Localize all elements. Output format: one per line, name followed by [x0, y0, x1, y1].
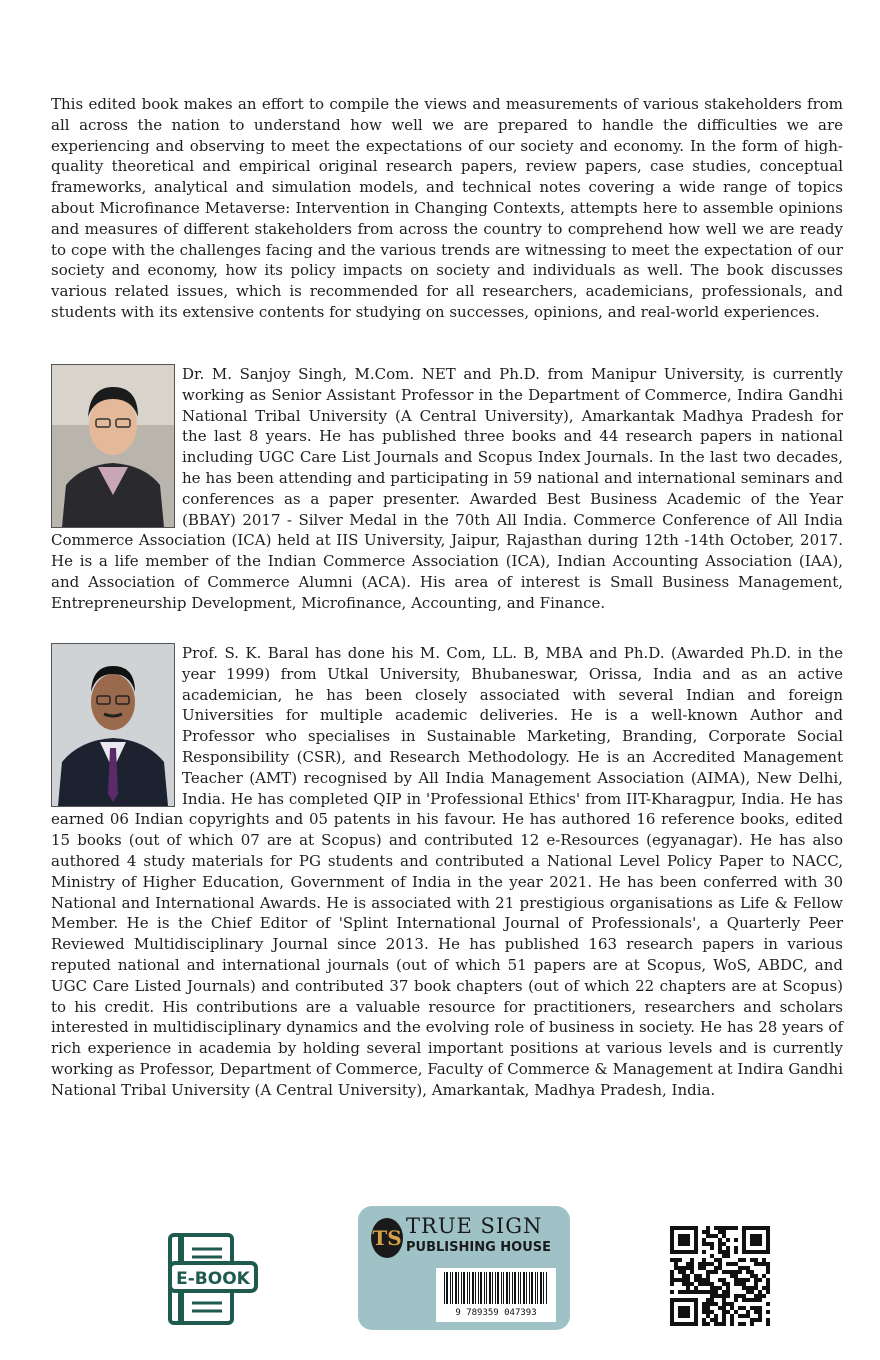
intro-paragraph: This edited book makes an effort to compile the views and measurements of various stakeholders from all across the nation to understand how well we are prepared to handle the difficulties we are experiencing and observing to meet the expectations of our society and economy. In the form of high-quality theoretical and empirical original research papers, review papers, case studies, conceptual frameworks, analytical and simulation models, and technical notes covering a wide range of topics about Microfinance Metaverse: Intervention in Changing Contexts, attempts here to assemble opinions and measures of different stakeholders from across the country to comprehend how well we are ready to cope with the challenges facing and the various trends are witnessing to meet the expectation of our society and economy, how its policy impacts on society and individuals as well. The book discusses various related issues, which is recommended for all researchers, academicians, professionals, and students with its extensive contents for studying on successes, opinions, and real-world experiences. [51, 95, 843, 321]
ebook-icon [164, 1233, 258, 1327]
author-photo-2 [51, 643, 175, 807]
ebook-label: E-BOOK [176, 1269, 250, 1289]
author-photo-1 [51, 364, 175, 528]
publisher-name: TRUE SIGN [406, 1214, 543, 1238]
author-bio-1: Dr. M. Sanjoy Singh, M.Com. NET and Ph.D. from Manipur University, is currently working as Senior Assistant Professor in the Department of Commerce, Indira Gandhi National Tribal University (A Central University), Amarkantak Madhya Pradesh for the last 8 years. He has published three books and 44 research papers in national including UGC Care List Journals and Scopus Index Journals. In the last two decades, he has been attending and participating in 59 national and international seminars and conferences as a paper presenter. Awarded Best Business Academic of the Year (BBAY) 2017 - Silver Medal in the 70th All India. Commerce Conference of All India Commerce Association (ICA) held at IIS University, Jaipur, Rajasthan during 12th -14th October, 2017. He is a life member of the Indian Commerce Association (ICA), Indian Accounting Association (IAA), and Association of Commerce Alumni (ACA). His area of interest is Small Business Management, Entrepreneurship Development, Microfinance, Accounting, and Finance. [51, 365, 843, 612]
author-bio-section-1 [51, 364, 843, 614]
isbn-number: 9 789359 047393 [455, 1308, 537, 1318]
isbn-barcode [436, 1268, 556, 1322]
author-bio-2: Prof. S. K. Baral has done his M. Com, LL. B, MBA and Ph.D. (Awarded Ph.D. in the year 1999) from Utkal University, Bhubaneswar, Orissa, India and as an active academician, he has been closely associated with several Indian and foreign Universities for multiple academic deliveries. He is a well-known Author and Professor who specialises in Sustainable Marketing, Branding, Corporate Social Responsibility (CSR), and Research Methodology. He is an Accredited Management Teacher (AMT) recognised by All India Management Association (AIMA), New Delhi, India. He has completed QIP in 'Professional Ethics' from IIT-Kharagpur, India. He has earned 06 Indian copyrights and 05 patents in his favour. He has authored 16 reference books, edited 15 books (out of which 07 are at Scopus) and contributed 12 e-Resources (egyanagar). He has also authored 4 study materials for PG students and contributed a National Level Policy Paper to NACC, Ministry of Higher Education, Government of India in the year 2021. He has been conferred with 30 National and International Awards. He is associated with 21 prestigious organisations as Life & Fellow Member. He is the Chief Editor of 'Splint International Journal of Professionals', a Quarterly Peer Reviewed Multidisciplinary Journal since 2013. He has published 163 research papers in various reputed national and international journals (out of which 51 papers are at Scopus, WoS, ABDC, and UGC Care Listed Journals) and contributed 37 book chapters (out of which 22 chapters are at Scopus) to his credit. His contributions are a valuable resource for practitioners, researchers and scholars interested in multidisciplinary dynamics and the evolving role of business in society. He has 28 years of rich experience in academia by holding several important positions at various levels and is currently working as Professor, Department of Commerce, Faculty of Commerce & Management at Indira Gandhi National Tribal University (A Central University), Amarkantak, Madhya Pradesh, India. [51, 644, 843, 1099]
publisher-subtitle: PUBLISHING HOUSE [406, 1240, 551, 1255]
author-bio-section-2 [51, 643, 843, 1101]
publisher-logo-icon [370, 1216, 404, 1260]
qr-code-icon [670, 1226, 770, 1326]
svg-text:TS: TS [372, 1226, 402, 1250]
publisher-badge [358, 1206, 570, 1330]
